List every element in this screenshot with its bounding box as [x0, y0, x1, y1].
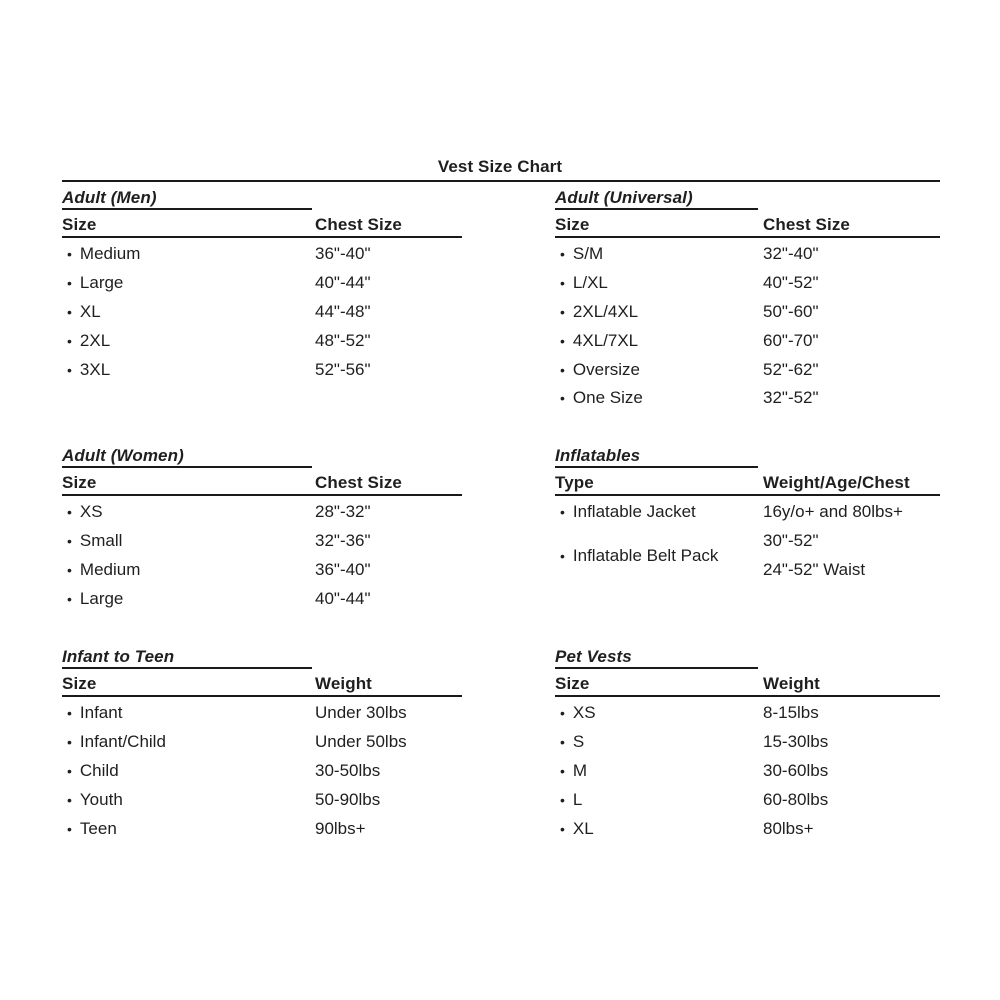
section-title: Pet Vests	[555, 647, 758, 669]
section-title: Adult (Universal)	[555, 188, 758, 210]
table-row	[62, 355, 462, 384]
table-infant-to-teen	[62, 647, 462, 843]
row-label-cell	[555, 502, 696, 522]
bullet-icon: •	[67, 361, 72, 378]
column-header-row	[62, 214, 462, 238]
row-label: XS	[79, 502, 103, 522]
row-value: 16y/o+ and 80lbs+	[763, 502, 903, 522]
row-value: 50-90lbs	[315, 789, 381, 809]
row-value: 48"-52"	[315, 330, 371, 350]
row-label: 3XL	[79, 359, 111, 379]
table-row	[555, 757, 940, 786]
row-value: 8-15lbs	[763, 703, 819, 723]
row-label-cell	[555, 546, 718, 566]
bullet-icon: •	[560, 275, 565, 292]
table-row	[62, 527, 462, 556]
row-value: 32"-40"	[763, 244, 819, 264]
row-label-cell	[555, 360, 640, 380]
table-row	[555, 269, 940, 298]
column-header: Weight	[315, 674, 372, 693]
table-row	[555, 240, 940, 269]
column-header: Chest Size	[763, 215, 850, 234]
row-value: 36"-40"	[315, 244, 371, 264]
row-value: Under 50lbs	[315, 732, 407, 752]
row-label: Youth	[79, 789, 123, 809]
row-label-cell	[62, 273, 123, 293]
column-header: Type	[555, 473, 594, 492]
bullet-icon: •	[560, 390, 565, 407]
row-value: 50"-60"	[763, 301, 819, 321]
row-value: 52"-56"	[315, 359, 371, 379]
row-value: 40"-44"	[315, 273, 371, 293]
row-value: 30-60lbs	[763, 760, 829, 780]
bullet-icon: •	[560, 547, 565, 564]
bullet-icon: •	[67, 820, 72, 837]
table-row	[62, 240, 462, 269]
row-label: XS	[572, 703, 596, 723]
table-row	[555, 498, 940, 527]
bullet-icon: •	[67, 561, 72, 578]
table-rows	[62, 496, 462, 613]
column-header: Size	[62, 215, 97, 234]
table-row	[62, 728, 462, 757]
page-title: Vest Size Chart	[437, 157, 563, 176]
bullet-icon: •	[560, 332, 565, 349]
bullet-icon: •	[560, 791, 565, 808]
title-rule	[62, 180, 940, 182]
row-value: 52"-62"	[763, 359, 819, 379]
row-label: L/XL	[572, 273, 608, 293]
bullet-icon: •	[560, 246, 565, 263]
row-label-cell	[555, 790, 582, 810]
bullet-icon: •	[67, 705, 72, 722]
row-label-cell	[62, 302, 101, 322]
column-header-row	[555, 214, 940, 238]
row-label: M	[572, 760, 588, 780]
row-label: Infant/Child	[79, 732, 166, 752]
row-value: 80lbs+	[763, 818, 814, 838]
bullet-icon: •	[67, 504, 72, 521]
row-label: Medium	[79, 559, 141, 579]
bullet-icon: •	[67, 762, 72, 779]
bullet-icon: •	[560, 734, 565, 751]
bullet-icon: •	[67, 303, 72, 320]
row-label-cell	[62, 244, 140, 264]
table-row	[62, 498, 462, 527]
bullet-icon: •	[67, 590, 72, 607]
column-header-row	[555, 472, 940, 496]
row-value: 30-50lbs	[315, 760, 381, 780]
row-value: 15-30lbs	[763, 732, 829, 752]
row-value: 90lbs+	[315, 818, 366, 838]
row-label: Inflatable Belt Pack	[572, 545, 719, 565]
row-label-cell	[555, 703, 596, 723]
row-value: 28"-32"	[315, 502, 371, 522]
bullet-icon: •	[560, 705, 565, 722]
table-row	[555, 527, 940, 585]
table-adult-women	[62, 446, 462, 613]
row-label-cell	[62, 531, 122, 551]
row-label: S	[572, 732, 585, 752]
table-row	[555, 384, 940, 413]
table-adult-men	[62, 188, 462, 384]
table-row	[555, 728, 940, 757]
table-row	[62, 556, 462, 585]
table-pet-vests	[555, 647, 940, 843]
table-row	[555, 699, 940, 728]
column-header: Size	[555, 674, 590, 693]
row-label-cell	[62, 703, 122, 723]
table-row	[62, 584, 462, 613]
row-value: 40"-44"	[315, 588, 371, 608]
row-label-cell	[62, 560, 140, 580]
column-header: Weight/Age/Chest	[763, 473, 910, 492]
row-label-cell	[555, 388, 643, 408]
row-label: One Size	[572, 388, 643, 408]
column-header: Weight	[763, 674, 820, 693]
column-header: Size	[555, 215, 590, 234]
row-label: Small	[79, 531, 123, 551]
table-rows	[62, 238, 462, 384]
table-row	[62, 699, 462, 728]
row-label-cell	[62, 331, 110, 351]
row-label: 2XL	[79, 330, 111, 350]
table-row	[62, 298, 462, 327]
row-label: Oversize	[572, 359, 640, 379]
row-label: Large	[79, 588, 124, 608]
row-value: Under 30lbs	[315, 703, 407, 723]
table-row	[555, 298, 940, 327]
row-label-cell	[555, 819, 594, 839]
row-label: Inflatable Jacket	[572, 502, 696, 522]
bullet-icon: •	[560, 762, 565, 779]
row-label-cell	[555, 761, 587, 781]
row-label-cell	[62, 502, 103, 522]
row-label-cell	[555, 273, 608, 293]
bullet-icon: •	[67, 533, 72, 550]
table-row	[555, 355, 940, 384]
table-row	[62, 757, 462, 786]
table-rows	[555, 697, 940, 843]
row-value-line: 30"-52"	[763, 530, 819, 550]
row-label-cell	[62, 761, 119, 781]
column-header: Size	[62, 674, 97, 693]
table-row	[555, 785, 940, 814]
bullet-icon: •	[67, 332, 72, 349]
table-row	[62, 785, 462, 814]
column-header-row	[62, 472, 462, 496]
row-value: 32"-36"	[315, 531, 371, 551]
table-row	[62, 814, 462, 843]
table-rows	[555, 496, 940, 584]
row-label: XL	[572, 818, 594, 838]
row-label-cell	[62, 790, 123, 810]
column-header: Chest Size	[315, 215, 402, 234]
column-header: Chest Size	[315, 473, 402, 492]
row-label: Child	[79, 760, 119, 780]
row-label: S/M	[572, 244, 604, 264]
section-title: Infant to Teen	[62, 647, 312, 669]
row-value: 44"-48"	[315, 301, 371, 321]
column-header-row	[62, 673, 462, 697]
table-rows	[555, 238, 940, 413]
row-label: Teen	[79, 818, 117, 838]
bullet-icon: •	[560, 504, 565, 521]
table-row	[62, 269, 462, 298]
section-title: Adult (Women)	[62, 446, 312, 468]
row-value: 60-80lbs	[763, 789, 829, 809]
bullet-icon: •	[560, 303, 565, 320]
row-label-cell	[555, 244, 603, 264]
bullet-icon: •	[560, 820, 565, 837]
section-title: Inflatables	[555, 446, 758, 468]
row-label: 2XL/4XL	[572, 301, 639, 321]
row-label: Medium	[79, 244, 141, 264]
row-label: Large	[79, 273, 124, 293]
row-value: 32"-52"	[763, 388, 819, 408]
table-row	[555, 814, 940, 843]
row-label: Infant	[79, 703, 123, 723]
row-label-cell	[62, 819, 117, 839]
row-label-cell	[555, 302, 638, 322]
row-label-cell	[62, 589, 123, 609]
bullet-icon: •	[67, 791, 72, 808]
row-label-cell	[62, 732, 166, 752]
row-label: XL	[79, 301, 101, 321]
row-value: 60"-70"	[763, 330, 819, 350]
row-value	[763, 527, 865, 585]
bullet-icon: •	[560, 361, 565, 378]
row-label-cell	[555, 331, 638, 351]
row-label-cell	[62, 360, 110, 380]
row-label: L	[572, 789, 583, 809]
row-value: 36"-40"	[315, 559, 371, 579]
row-label-cell	[555, 732, 584, 752]
table-rows	[62, 697, 462, 843]
bullet-icon: •	[67, 246, 72, 263]
column-header-row	[555, 673, 940, 697]
table-adult-universal	[555, 188, 940, 413]
column-header: Size	[62, 473, 97, 492]
row-value: 40"-52"	[763, 273, 819, 293]
row-value-line: 24"-52" Waist	[763, 559, 866, 579]
bullet-icon: •	[67, 275, 72, 292]
section-title: Adult (Men)	[62, 188, 312, 210]
table-row	[62, 326, 462, 355]
table-inflatables	[555, 446, 940, 584]
table-row	[555, 326, 940, 355]
bullet-icon: •	[67, 734, 72, 751]
row-label: 4XL/7XL	[572, 330, 639, 350]
